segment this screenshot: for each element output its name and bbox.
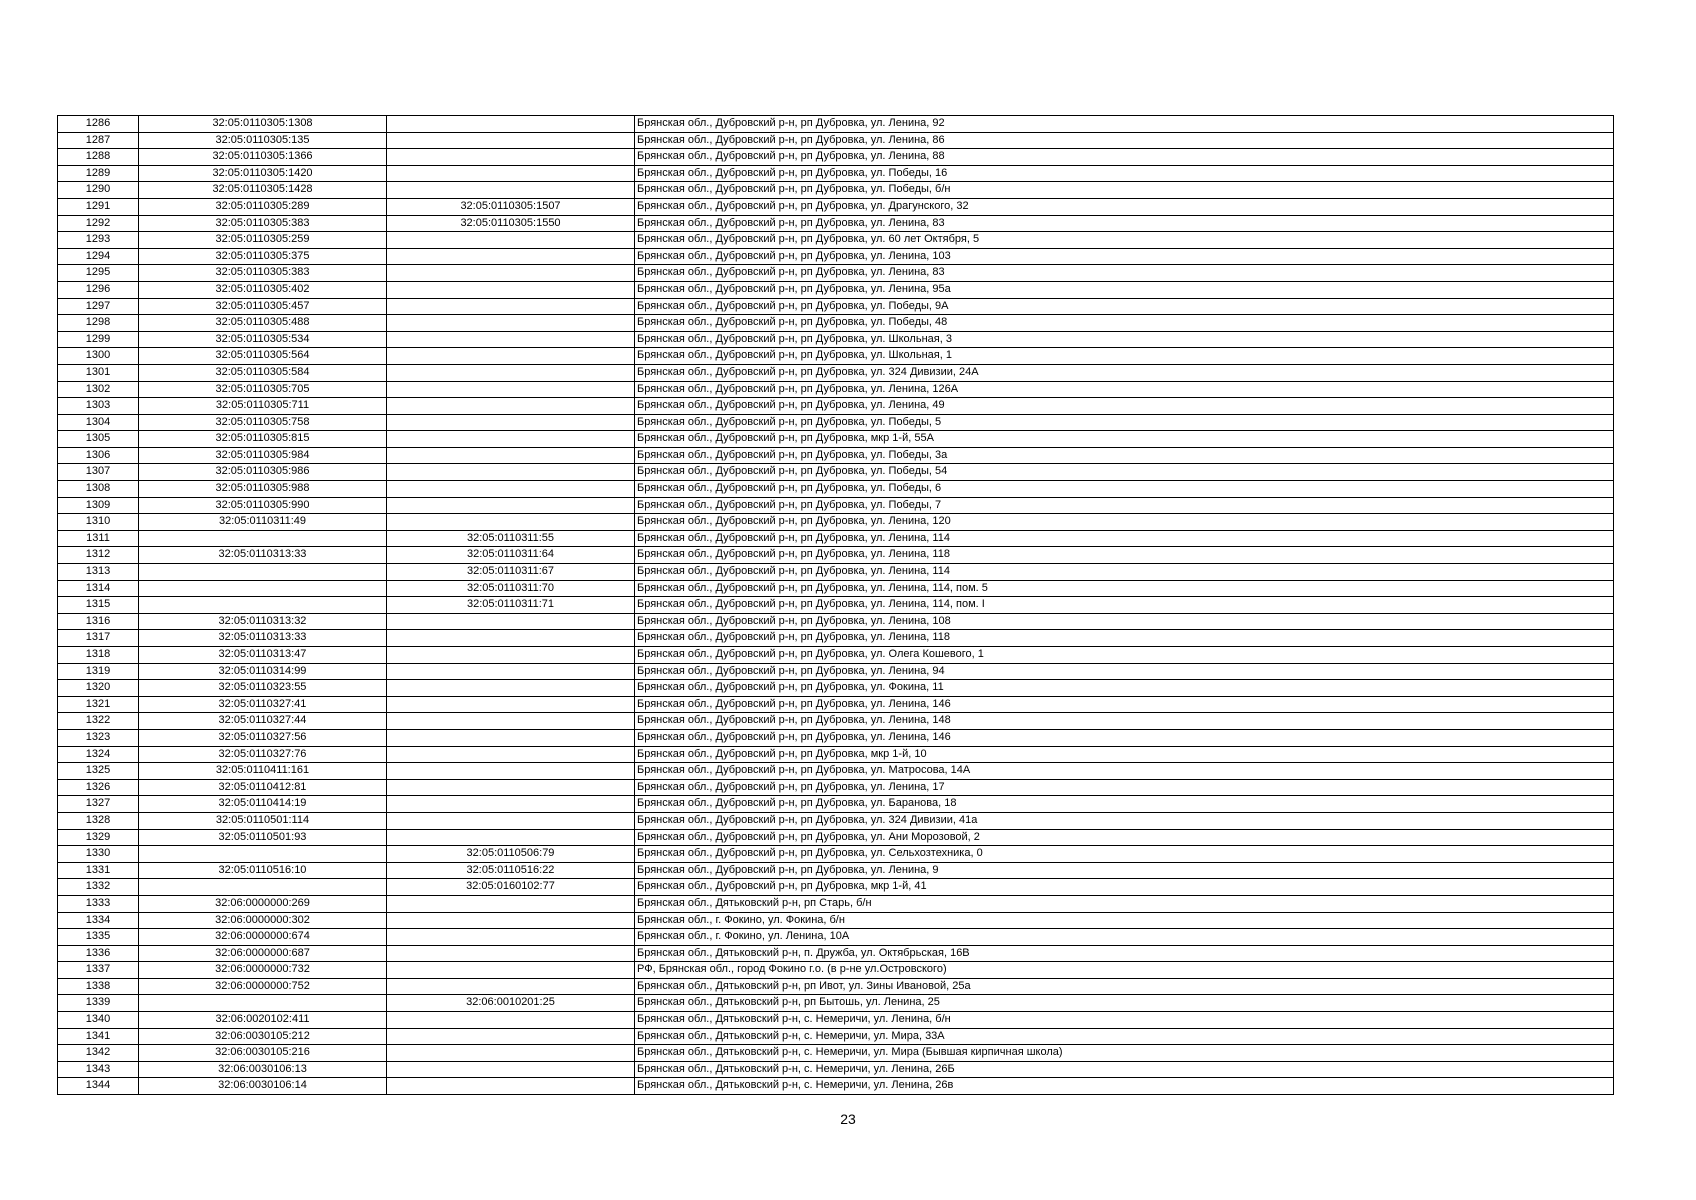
cadastral-number: 32:05:0110501:114: [139, 812, 387, 829]
address: Брянская обл., Дубровский р-н, рп Дубровка, ул. Школьная, 1: [635, 348, 1614, 365]
address: Брянская обл., Дубровский р-н, рп Дубровка, ул. Драгунского, 32: [635, 198, 1614, 215]
related-cadastral-number: [387, 281, 635, 298]
address: Брянская обл., Дубровский р-н, рп Дубровка, ул. Победы, 16: [635, 165, 1614, 182]
table-row: [58, 431, 1614, 448]
row-number: 1290: [58, 182, 139, 199]
table-row: [58, 132, 1614, 149]
table-row: [58, 1012, 1614, 1029]
row-number: 1313: [58, 564, 139, 581]
related-cadastral-number: [387, 298, 635, 315]
cadastral-number: 32:06:0000000:752: [139, 978, 387, 995]
related-cadastral-number: [387, 912, 635, 929]
row-number: 1326: [58, 779, 139, 796]
cadastral-number: 32:05:0110305:457: [139, 298, 387, 315]
row-number: 1287: [58, 132, 139, 149]
address: Брянская обл., Дубровский р-н, рп Дубровка, ул. Матросова, 14А: [635, 763, 1614, 780]
row-number: 1305: [58, 431, 139, 448]
related-cadastral-number: [387, 265, 635, 282]
table-row: [58, 232, 1614, 249]
row-number: 1330: [58, 846, 139, 863]
cadastral-number: 32:06:0030106:13: [139, 1061, 387, 1078]
cadastral-number: 32:05:0110305:289: [139, 198, 387, 215]
table-row: [58, 846, 1614, 863]
related-cadastral-number: [387, 663, 635, 680]
address: Брянская обл., Дубровский р-н, рп Дубровка, ул. Ленина, 94: [635, 663, 1614, 680]
address: Брянская обл., Дятьковский р-н, рп Старь, б/н: [635, 895, 1614, 912]
table-row: [58, 116, 1614, 133]
table-row: [58, 364, 1614, 381]
related-cadastral-number: [387, 248, 635, 265]
related-cadastral-number: [387, 132, 635, 149]
table-row: [58, 464, 1614, 481]
address: Брянская обл., Дубровский р-н, рп Дубровка, ул. Баранова, 18: [635, 796, 1614, 813]
cadastral-number: 32:05:0110305:375: [139, 248, 387, 265]
table-row: [58, 182, 1614, 199]
table-row: [58, 862, 1614, 879]
table-row: [58, 779, 1614, 796]
address: Брянская обл., Дубровский р-н, рп Дубровка, ул. 324 Дивизии, 41а: [635, 812, 1614, 829]
related-cadastral-number: 32:06:0010201:25: [387, 995, 635, 1012]
related-cadastral-number: [387, 398, 635, 415]
cadastral-number: 32:05:0110305:383: [139, 215, 387, 232]
table-row: [58, 547, 1614, 564]
address: Брянская обл., Дубровский р-н, рп Дубровка, ул. Ленина, 83: [635, 215, 1614, 232]
address: Брянская обл., Дубровский р-н, рп Дубровка, ул. Ленина, 126А: [635, 381, 1614, 398]
address: Брянская обл., Дубровский р-н, рп Дубровка, ул. Ленина, 114: [635, 564, 1614, 581]
related-cadastral-number: [387, 1078, 635, 1095]
row-number: 1295: [58, 265, 139, 282]
cadastral-number: 32:06:0000000:302: [139, 912, 387, 929]
related-cadastral-number: [387, 812, 635, 829]
cadastral-number: 32:05:0110305:984: [139, 447, 387, 464]
address: Брянская обл., Дубровский р-н, рп Дубровка, ул. Ленина, 92: [635, 116, 1614, 133]
cadastral-number: [139, 879, 387, 896]
address: Брянская обл., Дубровский р-н, рп Дубровка, ул. Ленина, 17: [635, 779, 1614, 796]
row-number: 1297: [58, 298, 139, 315]
table-body: [58, 116, 1614, 1095]
cadastral-number: 32:05:0110305:1420: [139, 165, 387, 182]
related-cadastral-number: [387, 497, 635, 514]
row-number: 1298: [58, 315, 139, 332]
table-row: [58, 1061, 1614, 1078]
row-number: 1291: [58, 198, 139, 215]
row-number: 1321: [58, 696, 139, 713]
related-cadastral-number: [387, 729, 635, 746]
row-number: 1328: [58, 812, 139, 829]
row-number: 1329: [58, 829, 139, 846]
row-number: 1340: [58, 1012, 139, 1029]
related-cadastral-number: [387, 1012, 635, 1029]
address: Брянская обл., Дубровский р-н, рп Дубровка, ул. Ленина, 108: [635, 613, 1614, 630]
cadastral-number: 32:05:0110305:815: [139, 431, 387, 448]
table-row: [58, 613, 1614, 630]
table-row: [58, 895, 1614, 912]
table-row: [58, 912, 1614, 929]
related-cadastral-number: [387, 414, 635, 431]
cadastral-number: 32:05:0110305:1428: [139, 182, 387, 199]
row-number: 1323: [58, 729, 139, 746]
table-row: [58, 796, 1614, 813]
table-row: [58, 962, 1614, 979]
address: Брянская обл., Дятьковский р-н, рп Бытошь, ул. Ленина, 25: [635, 995, 1614, 1012]
related-cadastral-number: [387, 613, 635, 630]
address: Брянская обл., Дубровский р-н, рп Дубровка, ул. Ленина, 88: [635, 149, 1614, 166]
row-number: 1300: [58, 348, 139, 365]
cadastral-number: 32:05:0110313:47: [139, 647, 387, 664]
table-row: [58, 564, 1614, 581]
row-number: 1292: [58, 215, 139, 232]
cadastral-number: 32:06:0030106:14: [139, 1078, 387, 1095]
address: Брянская обл., Дубровский р-н, рп Дубровка, ул. 60 лет Октября, 5: [635, 232, 1614, 249]
row-number: 1337: [58, 962, 139, 979]
table-row: [58, 945, 1614, 962]
cadastral-number: 32:05:0110305:402: [139, 281, 387, 298]
table-row: [58, 630, 1614, 647]
table-row: [58, 481, 1614, 498]
cadastral-number: 32:05:0110305:564: [139, 348, 387, 365]
cadastral-number: 32:05:0110305:988: [139, 481, 387, 498]
row-number: 1318: [58, 647, 139, 664]
related-cadastral-number: [387, 1028, 635, 1045]
table-row: [58, 729, 1614, 746]
table-row: [58, 514, 1614, 531]
related-cadastral-number: [387, 447, 635, 464]
table-row: [58, 929, 1614, 946]
related-cadastral-number: 32:05:0110311:55: [387, 530, 635, 547]
cadastral-number: 32:05:0110327:41: [139, 696, 387, 713]
address: Брянская обл., Дубровский р-н, рп Дубровка, ул. Ленина, 118: [635, 547, 1614, 564]
row-number: 1296: [58, 281, 139, 298]
cadastral-number: 32:05:0110305:488: [139, 315, 387, 332]
related-cadastral-number: [387, 647, 635, 664]
address: Брянская обл., Дубровский р-н, рп Дубровка, ул. Победы, 6: [635, 481, 1614, 498]
table-row: [58, 215, 1614, 232]
row-number: 1286: [58, 116, 139, 133]
row-number: 1303: [58, 398, 139, 415]
row-number: 1311: [58, 530, 139, 547]
table-row: [58, 447, 1614, 464]
row-number: 1327: [58, 796, 139, 813]
related-cadastral-number: [387, 348, 635, 365]
address: Брянская обл., г. Фокино, ул. Фокина, б/н: [635, 912, 1614, 929]
related-cadastral-number: [387, 945, 635, 962]
table-row: [58, 348, 1614, 365]
row-number: 1317: [58, 630, 139, 647]
address: Брянская обл., Дубровский р-н, рп Дубровка, ул. Ани Морозовой, 2: [635, 829, 1614, 846]
address: Брянская обл., Дубровский р-н, рп Дубровка, ул. Ленина, 95а: [635, 281, 1614, 298]
cadastral-number: 32:05:0110327:76: [139, 746, 387, 763]
cadastral-number: 32:06:0000000:687: [139, 945, 387, 962]
related-cadastral-number: [387, 165, 635, 182]
related-cadastral-number: [387, 182, 635, 199]
related-cadastral-number: 32:05:0110305:1507: [387, 198, 635, 215]
address: Брянская обл., г. Фокино, ул. Ленина, 10А: [635, 929, 1614, 946]
related-cadastral-number: [387, 331, 635, 348]
related-cadastral-number: [387, 364, 635, 381]
address: Брянская обл., Дубровский р-н, рп Дубровка, ул. Ленина, 86: [635, 132, 1614, 149]
address: Брянская обл., Дятьковский р-н, с. Немеричи, ул. Ленина, 26в: [635, 1078, 1614, 1095]
related-cadastral-number: [387, 713, 635, 730]
cadastral-number: 32:06:0000000:269: [139, 895, 387, 912]
row-number: 1333: [58, 895, 139, 912]
address: РФ, Брянская обл., город Фокино г.о. (в р-не ул.Островского): [635, 962, 1614, 979]
address: Брянская обл., Дубровский р-н, рп Дубровка, ул. 324 Дивизии, 24А: [635, 364, 1614, 381]
cadastral-number: 32:05:0110305:584: [139, 364, 387, 381]
cadastral-number: 32:05:0110305:259: [139, 232, 387, 249]
cadastral-number: 32:06:0000000:732: [139, 962, 387, 979]
row-number: 1339: [58, 995, 139, 1012]
table-row: [58, 829, 1614, 846]
address: Брянская обл., Дубровский р-н, рп Дубровка, ул. Ленина, 118: [635, 630, 1614, 647]
row-number: 1309: [58, 497, 139, 514]
row-number: 1335: [58, 929, 139, 946]
table-row: [58, 763, 1614, 780]
address: Брянская обл., Дубровский р-н, рп Дубровка, ул. Сельхозтехника, 0: [635, 846, 1614, 863]
cadastral-number: 32:05:0110411:161: [139, 763, 387, 780]
related-cadastral-number: [387, 514, 635, 531]
row-number: 1325: [58, 763, 139, 780]
table-row: [58, 1078, 1614, 1095]
related-cadastral-number: [387, 481, 635, 498]
cadastral-number: 32:05:0110327:56: [139, 729, 387, 746]
cadastral-number: [139, 580, 387, 597]
cadastral-number: [139, 846, 387, 863]
address: Брянская обл., Дятьковский р-н, п. Дружба, ул. Октябрьская, 16В: [635, 945, 1614, 962]
address: Брянская обл., Дубровский р-н, рп Дубровка, ул. Ленина, 103: [635, 248, 1614, 265]
related-cadastral-number: [387, 315, 635, 332]
cadastral-number: 32:05:0110313:33: [139, 630, 387, 647]
table-row: [58, 198, 1614, 215]
related-cadastral-number: [387, 431, 635, 448]
cadastral-number: 32:05:0110305:534: [139, 331, 387, 348]
table-row: [58, 663, 1614, 680]
related-cadastral-number: [387, 1061, 635, 1078]
related-cadastral-number: 32:05:0110311:67: [387, 564, 635, 581]
cadastral-number: 32:05:0110314:99: [139, 663, 387, 680]
table-row: [58, 315, 1614, 332]
cadastral-number: [139, 564, 387, 581]
cadastral-number: 32:05:0110313:32: [139, 613, 387, 630]
row-number: 1314: [58, 580, 139, 597]
table-row: [58, 331, 1614, 348]
address: Брянская обл., Дубровский р-н, рп Дубровка, ул. Ленина, 49: [635, 398, 1614, 415]
cadastral-number: 32:05:0110414:19: [139, 796, 387, 813]
row-number: 1343: [58, 1061, 139, 1078]
table-row: [58, 580, 1614, 597]
cadastral-number: 32:05:0110305:383: [139, 265, 387, 282]
row-number: 1312: [58, 547, 139, 564]
address: Брянская обл., Дятьковский р-н, с. Немеричи, ул. Мира, 33А: [635, 1028, 1614, 1045]
cadastral-number: 32:05:0110501:93: [139, 829, 387, 846]
address: Брянская обл., Дубровский р-н, рп Дубровка, ул. Ленина, 114, пом. I: [635, 597, 1614, 614]
row-number: 1315: [58, 597, 139, 614]
table-row: [58, 530, 1614, 547]
related-cadastral-number: 32:05:0160102:77: [387, 879, 635, 896]
related-cadastral-number: [387, 746, 635, 763]
table-row: [58, 879, 1614, 896]
address: Брянская обл., Дубровский р-н, рп Дубровка, мкр 1-й, 55А: [635, 431, 1614, 448]
address: Брянская обл., Дубровский р-н, рп Дубровка, ул. Ленина, 146: [635, 729, 1614, 746]
cadastral-number: 32:06:0030105:216: [139, 1045, 387, 1062]
related-cadastral-number: [387, 696, 635, 713]
cadastral-number: 32:05:0110305:758: [139, 414, 387, 431]
table-row: [58, 381, 1614, 398]
address: Брянская обл., Дубровский р-н, рп Дубровка, ул. Олега Кошевого, 1: [635, 647, 1614, 664]
table-row: [58, 746, 1614, 763]
address: Брянская обл., Дубровский р-н, рп Дубровка, ул. Фокина, 11: [635, 680, 1614, 697]
row-number: 1304: [58, 414, 139, 431]
table-row: [58, 149, 1614, 166]
property-register-table: [57, 115, 1614, 1095]
row-number: 1294: [58, 248, 139, 265]
related-cadastral-number: [387, 796, 635, 813]
cadastral-number: 32:06:0000000:674: [139, 929, 387, 946]
cadastral-number: 32:05:0110305:1308: [139, 116, 387, 133]
cadastral-number: 32:05:0110313:33: [139, 547, 387, 564]
cadastral-number: 32:05:0110311:49: [139, 514, 387, 531]
table-row: [58, 680, 1614, 697]
related-cadastral-number: [387, 464, 635, 481]
cadastral-number: 32:05:0110412:81: [139, 779, 387, 796]
cadastral-number: [139, 995, 387, 1012]
related-cadastral-number: [387, 763, 635, 780]
address: Брянская обл., Дубровский р-н, рп Дубровка, мкр 1-й, 10: [635, 746, 1614, 763]
address: Брянская обл., Дубровский р-н, рп Дубровка, ул. Школьная, 3: [635, 331, 1614, 348]
related-cadastral-number: [387, 895, 635, 912]
table-row: [58, 1045, 1614, 1062]
related-cadastral-number: 32:05:0110311:70: [387, 580, 635, 597]
table-row: [58, 298, 1614, 315]
document-sheet: [57, 115, 1613, 1095]
address: Брянская обл., Дубровский р-н, рп Дубровка, ул. Ленина, 114: [635, 530, 1614, 547]
row-number: 1316: [58, 613, 139, 630]
row-number: 1341: [58, 1028, 139, 1045]
row-number: 1344: [58, 1078, 139, 1095]
row-number: 1320: [58, 680, 139, 697]
cadastral-number: 32:05:0110305:705: [139, 381, 387, 398]
row-number: 1302: [58, 381, 139, 398]
row-number: 1301: [58, 364, 139, 381]
address: Брянская обл., Дубровский р-н, рп Дубровка, ул. Победы, 3а: [635, 447, 1614, 464]
cadastral-number: 32:05:0110305:711: [139, 398, 387, 415]
address: Брянская обл., Дубровский р-н, рп Дубровка, ул. Победы, 54: [635, 464, 1614, 481]
address: Брянская обл., Дубровский р-н, рп Дубровка, ул. Победы, б/н: [635, 182, 1614, 199]
related-cadastral-number: [387, 116, 635, 133]
related-cadastral-number: 32:05:0110516:22: [387, 862, 635, 879]
row-number: 1306: [58, 447, 139, 464]
row-number: 1307: [58, 464, 139, 481]
row-number: 1331: [58, 862, 139, 879]
row-number: 1308: [58, 481, 139, 498]
table-row: [58, 995, 1614, 1012]
cadastral-number: 32:05:0110305:1366: [139, 149, 387, 166]
cadastral-number: 32:06:0030105:212: [139, 1028, 387, 1045]
related-cadastral-number: 32:05:0110305:1550: [387, 215, 635, 232]
address: Брянская обл., Дубровский р-н, рп Дубровка, ул. Ленина, 148: [635, 713, 1614, 730]
address: Брянская обл., Дубровский р-н, рп Дубровка, ул. Ленина, 83: [635, 265, 1614, 282]
related-cadastral-number: [387, 929, 635, 946]
page-number: 23: [840, 1111, 856, 1127]
row-number: 1319: [58, 663, 139, 680]
related-cadastral-number: [387, 829, 635, 846]
row-number: 1310: [58, 514, 139, 531]
table-row: [58, 713, 1614, 730]
table-row: [58, 398, 1614, 415]
cadastral-number: 32:05:0110323:55: [139, 680, 387, 697]
related-cadastral-number: 32:05:0110311:71: [387, 597, 635, 614]
address: Брянская обл., Дубровский р-н, рп Дубровка, ул. Победы, 9А: [635, 298, 1614, 315]
table-row: [58, 248, 1614, 265]
table-row: [58, 165, 1614, 182]
address: Брянская обл., Дубровский р-н, рп Дубровка, ул. Ленина, 146: [635, 696, 1614, 713]
table-row: [58, 647, 1614, 664]
row-number: 1334: [58, 912, 139, 929]
related-cadastral-number: 32:05:0110506:79: [387, 846, 635, 863]
cadastral-number: 32:05:0110305:986: [139, 464, 387, 481]
row-number: 1332: [58, 879, 139, 896]
row-number: 1338: [58, 978, 139, 995]
cadastral-number: [139, 530, 387, 547]
table-row: [58, 265, 1614, 282]
related-cadastral-number: 32:05:0110311:64: [387, 547, 635, 564]
cadastral-number: 32:05:0110516:10: [139, 862, 387, 879]
row-number: 1342: [58, 1045, 139, 1062]
address: Брянская обл., Дубровский р-н, рп Дубровка, ул. Победы, 5: [635, 414, 1614, 431]
address: Брянская обл., Дубровский р-н, рп Дубровка, ул. Ленина, 9: [635, 862, 1614, 879]
cadastral-number: 32:05:0110305:990: [139, 497, 387, 514]
table-row: [58, 414, 1614, 431]
cadastral-number: 32:05:0110305:135: [139, 132, 387, 149]
cadastral-number: [139, 597, 387, 614]
address: Брянская обл., Дубровский р-н, рп Дубровка, ул. Победы, 48: [635, 315, 1614, 332]
related-cadastral-number: [387, 630, 635, 647]
row-number: 1324: [58, 746, 139, 763]
address: Брянская обл., Дубровский р-н, рп Дубровка, мкр 1-й, 41: [635, 879, 1614, 896]
row-number: 1289: [58, 165, 139, 182]
table-row: [58, 812, 1614, 829]
address: Брянская обл., Дубровский р-н, рп Дубровка, ул. Ленина, 120: [635, 514, 1614, 531]
table-row: [58, 497, 1614, 514]
row-number: 1336: [58, 945, 139, 962]
related-cadastral-number: [387, 680, 635, 697]
row-number: 1293: [58, 232, 139, 249]
address: Брянская обл., Дятьковский р-н, рп Ивот, ул. Зины Ивановой, 25а: [635, 978, 1614, 995]
row-number: 1299: [58, 331, 139, 348]
related-cadastral-number: [387, 962, 635, 979]
table-row: [58, 597, 1614, 614]
address: Брянская обл., Дубровский р-н, рп Дубровка, ул. Победы, 7: [635, 497, 1614, 514]
related-cadastral-number: [387, 232, 635, 249]
table-row: [58, 1028, 1614, 1045]
address: Брянская обл., Дятьковский р-н, с. Немеричи, ул. Ленина, б/н: [635, 1012, 1614, 1029]
related-cadastral-number: [387, 779, 635, 796]
related-cadastral-number: [387, 1045, 635, 1062]
table-row: [58, 696, 1614, 713]
table-row: [58, 978, 1614, 995]
related-cadastral-number: [387, 149, 635, 166]
address: Брянская обл., Дубровский р-н, рп Дубровка, ул. Ленина, 114, пом. 5: [635, 580, 1614, 597]
address: Брянская обл., Дятьковский р-н, с. Немеричи, ул. Мира (Бывшая кирпичная школа): [635, 1045, 1614, 1062]
cadastral-number: 32:06:0020102:411: [139, 1012, 387, 1029]
related-cadastral-number: [387, 978, 635, 995]
table-row: [58, 281, 1614, 298]
row-number: 1322: [58, 713, 139, 730]
row-number: 1288: [58, 149, 139, 166]
related-cadastral-number: [387, 381, 635, 398]
cadastral-number: 32:05:0110327:44: [139, 713, 387, 730]
address: Брянская обл., Дятьковский р-н, с. Немеричи, ул. Ленина, 26Б: [635, 1061, 1614, 1078]
